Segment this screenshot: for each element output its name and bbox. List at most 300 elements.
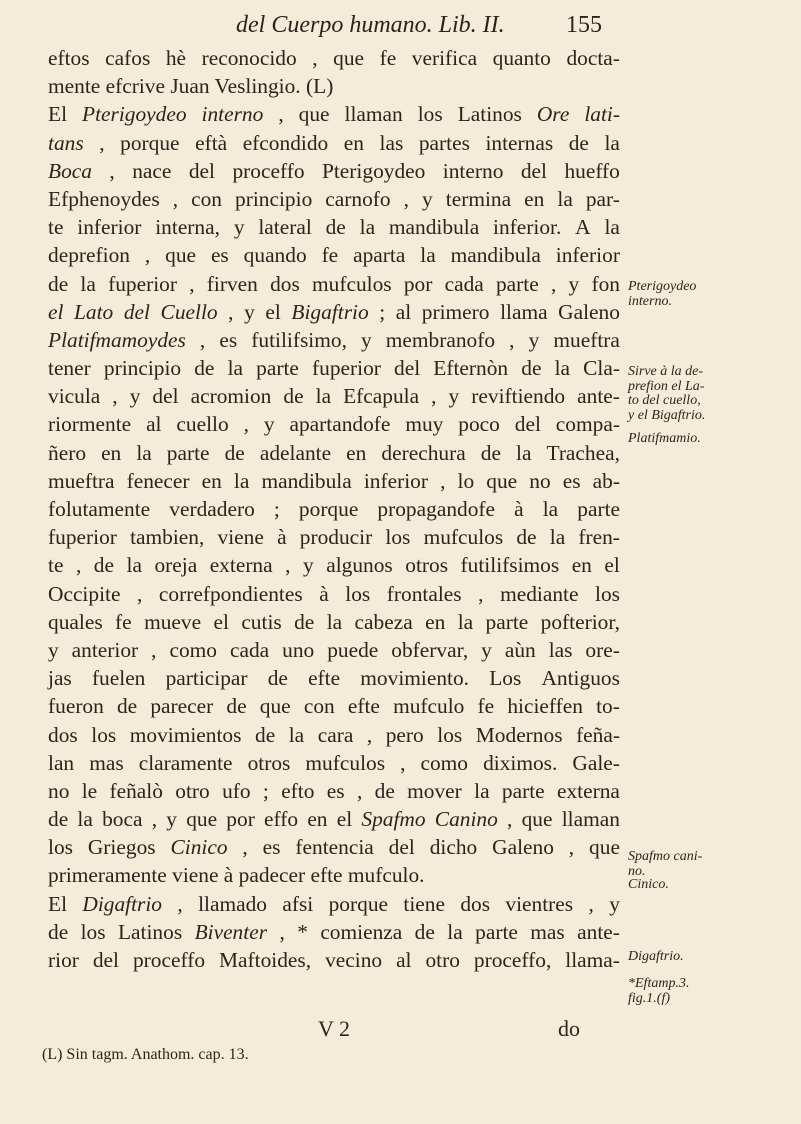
text-line bbox=[48, 890, 620, 918]
word: apartandofe bbox=[289, 412, 391, 437]
word: reconocido bbox=[201, 46, 297, 70]
word: , bbox=[189, 271, 195, 296]
word: de bbox=[414, 919, 435, 944]
word: de bbox=[224, 440, 245, 465]
word: inferior bbox=[555, 243, 620, 268]
word: , bbox=[312, 46, 318, 70]
text-line bbox=[48, 354, 620, 382]
word: eftà bbox=[195, 130, 228, 155]
word: en bbox=[201, 468, 222, 493]
text-line bbox=[48, 777, 620, 805]
word: es bbox=[326, 778, 345, 803]
word: no bbox=[48, 778, 70, 803]
word: llama bbox=[500, 299, 548, 324]
text-line bbox=[48, 129, 620, 157]
word: la bbox=[604, 130, 620, 155]
word: fuelen bbox=[91, 666, 146, 691]
word: Antiguos bbox=[541, 666, 620, 691]
word: nace bbox=[132, 158, 172, 183]
word: del bbox=[514, 412, 541, 437]
word: mufculo bbox=[393, 694, 465, 719]
word: del bbox=[92, 948, 119, 972]
word: otro bbox=[175, 778, 210, 803]
word: ore- bbox=[585, 637, 620, 662]
word: la bbox=[447, 919, 463, 944]
word: boca bbox=[102, 807, 143, 832]
word: , bbox=[75, 553, 82, 578]
text-run: primeramente viene à padecer efte mufculo. bbox=[48, 863, 425, 888]
word: la bbox=[516, 440, 532, 465]
word: , bbox=[228, 299, 234, 324]
text-line bbox=[48, 861, 620, 889]
word: El bbox=[48, 891, 68, 916]
marginal-note-line: interno. bbox=[628, 293, 672, 309]
word: la bbox=[136, 440, 152, 465]
text-line bbox=[48, 213, 620, 241]
word: pero bbox=[385, 722, 424, 747]
word: la bbox=[554, 356, 571, 381]
word: y bbox=[244, 299, 255, 324]
text-line bbox=[48, 749, 620, 777]
word: compa- bbox=[555, 412, 620, 437]
word: Efcapula bbox=[343, 384, 420, 409]
word: la bbox=[542, 497, 559, 521]
word: algunos bbox=[326, 553, 393, 578]
word: y bbox=[528, 327, 540, 352]
word: que bbox=[165, 243, 197, 268]
word: efte bbox=[308, 666, 341, 691]
word: fueron bbox=[48, 694, 104, 719]
word: inferior bbox=[363, 468, 428, 493]
footnote: (L) Sin tagm. Anathom. cap. 13. bbox=[42, 1046, 249, 1063]
word: cada bbox=[444, 271, 484, 296]
word: * bbox=[297, 919, 308, 944]
word: fe bbox=[115, 609, 132, 634]
word: cutis bbox=[241, 609, 282, 634]
word: tambien, bbox=[130, 525, 205, 550]
word: que bbox=[521, 807, 553, 832]
word: eftos bbox=[48, 46, 90, 70]
word: ante- bbox=[577, 919, 620, 944]
word: pofterior, bbox=[540, 609, 620, 634]
word: los bbox=[345, 581, 371, 606]
text-line bbox=[48, 157, 620, 185]
word: membranofo bbox=[385, 327, 496, 352]
word: , bbox=[112, 384, 118, 409]
word: mover bbox=[407, 778, 462, 803]
word: la bbox=[77, 807, 93, 832]
word: aùn bbox=[504, 637, 536, 662]
word: ; bbox=[262, 778, 269, 803]
word: propagandofe bbox=[377, 497, 496, 521]
word: al bbox=[146, 412, 162, 437]
text-line bbox=[48, 805, 620, 833]
word: à bbox=[514, 497, 524, 521]
word: correfpondientes bbox=[158, 581, 303, 606]
word: hueffo bbox=[564, 158, 620, 183]
word: inferior bbox=[77, 215, 142, 240]
word: parte bbox=[485, 609, 529, 634]
word: de bbox=[374, 778, 395, 803]
marginal-note-line: to del cuello, bbox=[628, 393, 701, 408]
marginal-note-line: Platifmamio. bbox=[628, 431, 701, 446]
word: Occipite bbox=[48, 581, 121, 606]
page-number: 155 bbox=[566, 12, 602, 38]
word: llaman bbox=[344, 102, 403, 127]
word: mufculos bbox=[423, 525, 504, 550]
word: otros bbox=[247, 750, 291, 775]
word: y bbox=[233, 215, 245, 240]
marginal-note-line: no. bbox=[628, 863, 646, 879]
word: proceffo bbox=[132, 948, 206, 972]
text-line bbox=[48, 664, 620, 692]
word: proceffo, bbox=[473, 948, 552, 972]
word: de bbox=[226, 694, 247, 719]
word: de bbox=[294, 609, 315, 634]
marginal-note-line: y el Bigaftrio. bbox=[628, 407, 706, 423]
marginal-note bbox=[628, 878, 798, 893]
word: como bbox=[169, 637, 218, 662]
text-line bbox=[48, 44, 620, 72]
word: de bbox=[116, 694, 138, 719]
running-title: del Cuerpo humano. Lib. II. bbox=[236, 12, 505, 38]
word: el bbox=[213, 609, 229, 634]
word: , bbox=[366, 722, 373, 747]
catchword: do bbox=[558, 1016, 580, 1041]
word: externa bbox=[209, 553, 273, 578]
word: docta- bbox=[566, 46, 620, 70]
marginal-note-line: prefion el La- bbox=[628, 378, 705, 394]
word: fe bbox=[379, 46, 397, 70]
word: principio bbox=[235, 186, 313, 211]
word: del bbox=[123, 299, 150, 324]
word: de bbox=[325, 215, 346, 240]
word: que bbox=[298, 102, 330, 127]
text-line bbox=[48, 72, 620, 100]
word: cara bbox=[317, 722, 354, 747]
word: los bbox=[595, 581, 620, 606]
marginal-note-line: Cinico. bbox=[628, 877, 669, 892]
word: lan bbox=[48, 750, 75, 775]
word: fuperior bbox=[312, 356, 381, 381]
word: la bbox=[315, 384, 332, 409]
word: del bbox=[388, 835, 415, 860]
word: las bbox=[548, 637, 573, 662]
word: le bbox=[81, 778, 98, 803]
text-line bbox=[48, 382, 620, 410]
word: la bbox=[326, 609, 343, 634]
word: , bbox=[509, 327, 515, 352]
word: como bbox=[420, 750, 469, 775]
word: à bbox=[277, 525, 287, 550]
word: feñalò bbox=[109, 778, 163, 803]
text-line bbox=[48, 495, 620, 523]
word: , bbox=[151, 637, 157, 662]
word: verifica bbox=[411, 46, 478, 70]
word: fren- bbox=[578, 525, 620, 550]
word: en bbox=[101, 440, 122, 465]
marginal-note bbox=[628, 950, 798, 965]
word: parecer bbox=[150, 694, 214, 719]
word: fentencia bbox=[295, 835, 374, 860]
word: y bbox=[361, 327, 372, 352]
text-line bbox=[48, 326, 620, 354]
word: , bbox=[431, 384, 437, 409]
word: y bbox=[422, 186, 433, 211]
word: mueftra bbox=[553, 327, 620, 352]
word: la bbox=[227, 356, 243, 381]
word: mueftra bbox=[48, 468, 115, 493]
word: lateral bbox=[258, 215, 312, 240]
word: de bbox=[48, 919, 69, 944]
word: de bbox=[568, 130, 589, 155]
page-header bbox=[40, 12, 620, 42]
word: parte bbox=[256, 356, 299, 381]
word: que bbox=[186, 807, 218, 832]
word: mandibula bbox=[450, 243, 541, 268]
word: ufo bbox=[222, 778, 251, 803]
word: en bbox=[524, 186, 545, 211]
word: y bbox=[166, 807, 177, 832]
word: de bbox=[48, 807, 69, 832]
word: , bbox=[172, 186, 179, 211]
word: y bbox=[568, 271, 580, 296]
text-line bbox=[48, 467, 620, 495]
word: ñero bbox=[48, 440, 87, 465]
word: termina bbox=[445, 186, 512, 211]
word: la bbox=[604, 215, 620, 240]
text-line bbox=[48, 439, 620, 467]
word: cada bbox=[229, 637, 270, 662]
word: la bbox=[549, 525, 566, 550]
word: los bbox=[385, 525, 411, 550]
word: , bbox=[440, 468, 446, 493]
word: los bbox=[48, 835, 73, 860]
word: Lato bbox=[74, 299, 114, 324]
word: del bbox=[394, 356, 421, 381]
word: fon bbox=[591, 271, 620, 296]
word: riormente bbox=[48, 412, 132, 437]
word: al bbox=[395, 299, 412, 324]
word: parte bbox=[166, 440, 210, 465]
word: porque bbox=[328, 891, 389, 916]
word: Latinos bbox=[457, 102, 522, 127]
word: Maftoides, bbox=[219, 948, 312, 972]
word: en bbox=[425, 609, 446, 634]
word: , bbox=[507, 807, 513, 832]
word: en bbox=[346, 440, 367, 465]
word: Latinos bbox=[117, 919, 183, 944]
word: efte bbox=[347, 694, 380, 719]
word: el bbox=[265, 299, 281, 324]
word: del bbox=[152, 384, 179, 409]
word: partes bbox=[418, 130, 470, 155]
word: ante- bbox=[577, 384, 620, 409]
word: par- bbox=[585, 186, 620, 211]
word: to- bbox=[596, 694, 620, 719]
word: lati- bbox=[584, 102, 620, 127]
word: movimiento. bbox=[360, 666, 470, 691]
word: , bbox=[151, 807, 158, 832]
word: de bbox=[516, 525, 537, 550]
marginal-note bbox=[628, 280, 798, 309]
word: fenecer bbox=[126, 468, 190, 493]
word: tans bbox=[48, 130, 84, 155]
word: , bbox=[403, 186, 410, 211]
word: puede bbox=[327, 637, 379, 662]
word: Cinico bbox=[170, 835, 228, 860]
word: effo bbox=[264, 807, 299, 832]
word: , bbox=[588, 891, 594, 916]
word: y bbox=[303, 553, 314, 578]
word: del bbox=[520, 158, 547, 183]
word: principio bbox=[103, 356, 182, 381]
word: y bbox=[448, 384, 460, 409]
text-line bbox=[48, 270, 620, 298]
word: porque bbox=[120, 130, 180, 155]
word: Cuello bbox=[160, 299, 218, 324]
word: en bbox=[571, 553, 592, 578]
word: por bbox=[403, 271, 433, 296]
word: carnofo bbox=[325, 186, 391, 211]
word: futilifsimos bbox=[460, 553, 560, 578]
word: à bbox=[319, 581, 329, 606]
word: inferior. bbox=[493, 215, 562, 240]
word: el bbox=[604, 553, 620, 578]
word: mediante bbox=[500, 581, 579, 606]
word: , bbox=[400, 750, 406, 775]
word: Galeno bbox=[558, 299, 620, 324]
word: , bbox=[478, 581, 484, 606]
text-line bbox=[48, 721, 620, 749]
word: los bbox=[417, 102, 443, 127]
word: muy bbox=[405, 412, 444, 437]
word: por bbox=[226, 807, 255, 832]
word: fe bbox=[477, 694, 495, 719]
word: mandibula bbox=[261, 468, 352, 493]
marginal-note-line: fig.1.(f) bbox=[628, 990, 670, 1006]
word: mufculos bbox=[305, 750, 386, 775]
word: Modernos bbox=[475, 722, 563, 747]
word: proceffo bbox=[232, 158, 305, 183]
marginal-note-line: Spafmo cani- bbox=[628, 849, 703, 864]
word: anterior bbox=[71, 637, 139, 662]
text-line bbox=[48, 185, 620, 213]
word: futilifsimo, bbox=[251, 327, 347, 352]
word: internas bbox=[485, 130, 554, 155]
word: vientres bbox=[505, 891, 574, 916]
word: que bbox=[333, 46, 365, 70]
word: llama- bbox=[565, 948, 620, 972]
word: porque bbox=[298, 497, 359, 521]
word: adelante bbox=[259, 440, 332, 465]
word: de bbox=[267, 666, 288, 691]
word: es bbox=[219, 327, 238, 352]
word: Bigaftrio bbox=[291, 299, 369, 324]
word: Griegos bbox=[87, 835, 156, 860]
word: reviftiendo bbox=[471, 384, 566, 409]
word: rior bbox=[48, 948, 79, 972]
word: , bbox=[568, 835, 575, 860]
word: ; bbox=[379, 299, 386, 324]
word: Trachea, bbox=[546, 440, 620, 465]
word: vecino bbox=[325, 948, 383, 972]
word: efcondido bbox=[242, 130, 329, 155]
text-run: mente efcrive Juan Veslingio. (L) bbox=[48, 74, 334, 99]
word: de bbox=[255, 722, 276, 747]
word: Platifmamoydes bbox=[48, 327, 186, 352]
word: poco bbox=[458, 412, 500, 437]
word: lo bbox=[457, 468, 475, 493]
word: dicho bbox=[429, 835, 478, 860]
word: verdadero bbox=[169, 497, 255, 521]
word: con bbox=[303, 694, 335, 719]
word: llaman bbox=[561, 807, 620, 832]
word: mufculos bbox=[312, 271, 392, 296]
word: en bbox=[343, 130, 364, 155]
word: interno bbox=[201, 102, 264, 127]
word: de bbox=[283, 384, 304, 409]
text-line bbox=[48, 580, 620, 608]
word: es bbox=[562, 468, 581, 493]
word: del bbox=[188, 158, 215, 183]
word: , bbox=[144, 243, 151, 268]
word: firven bbox=[206, 271, 258, 296]
word: el bbox=[336, 807, 353, 832]
word: participar bbox=[165, 666, 248, 691]
word: otros bbox=[405, 553, 449, 578]
word: tiene bbox=[403, 891, 445, 916]
word: , bbox=[137, 581, 143, 606]
word: mueve bbox=[144, 609, 202, 634]
marginal-note-line: Digaftrio. bbox=[628, 949, 684, 964]
marginal-note bbox=[628, 365, 798, 423]
text-line bbox=[48, 692, 620, 720]
word: frontales bbox=[386, 581, 462, 606]
word: los bbox=[91, 722, 117, 747]
word: las bbox=[379, 130, 404, 155]
word: es bbox=[210, 243, 229, 268]
word: externa bbox=[556, 778, 620, 803]
word: la bbox=[474, 778, 490, 803]
word: otro bbox=[425, 948, 460, 972]
word: El bbox=[48, 102, 68, 127]
word: de bbox=[194, 356, 215, 381]
marginal-note-line: *Eftamp.3. bbox=[628, 976, 690, 991]
marginal-note-line: Sirve à la de- bbox=[628, 364, 704, 379]
word: hicieffen bbox=[507, 694, 583, 719]
word: al bbox=[396, 948, 412, 972]
word: uno bbox=[282, 637, 315, 662]
word: mas bbox=[89, 750, 124, 775]
word: quanto bbox=[492, 46, 551, 70]
word: de bbox=[48, 271, 69, 296]
word: producir bbox=[299, 525, 373, 550]
word: que bbox=[259, 694, 291, 719]
word: Galeno bbox=[492, 835, 554, 860]
word: primero bbox=[421, 299, 490, 324]
word: dos bbox=[460, 891, 491, 916]
word: te bbox=[48, 553, 64, 578]
word: fe bbox=[321, 243, 339, 268]
marginal-note bbox=[628, 850, 798, 879]
text-line bbox=[48, 410, 620, 438]
word: de bbox=[480, 440, 501, 465]
word: oreja bbox=[154, 553, 198, 578]
word: dos bbox=[270, 271, 300, 296]
word: , bbox=[177, 891, 183, 916]
word: Los bbox=[489, 666, 522, 691]
